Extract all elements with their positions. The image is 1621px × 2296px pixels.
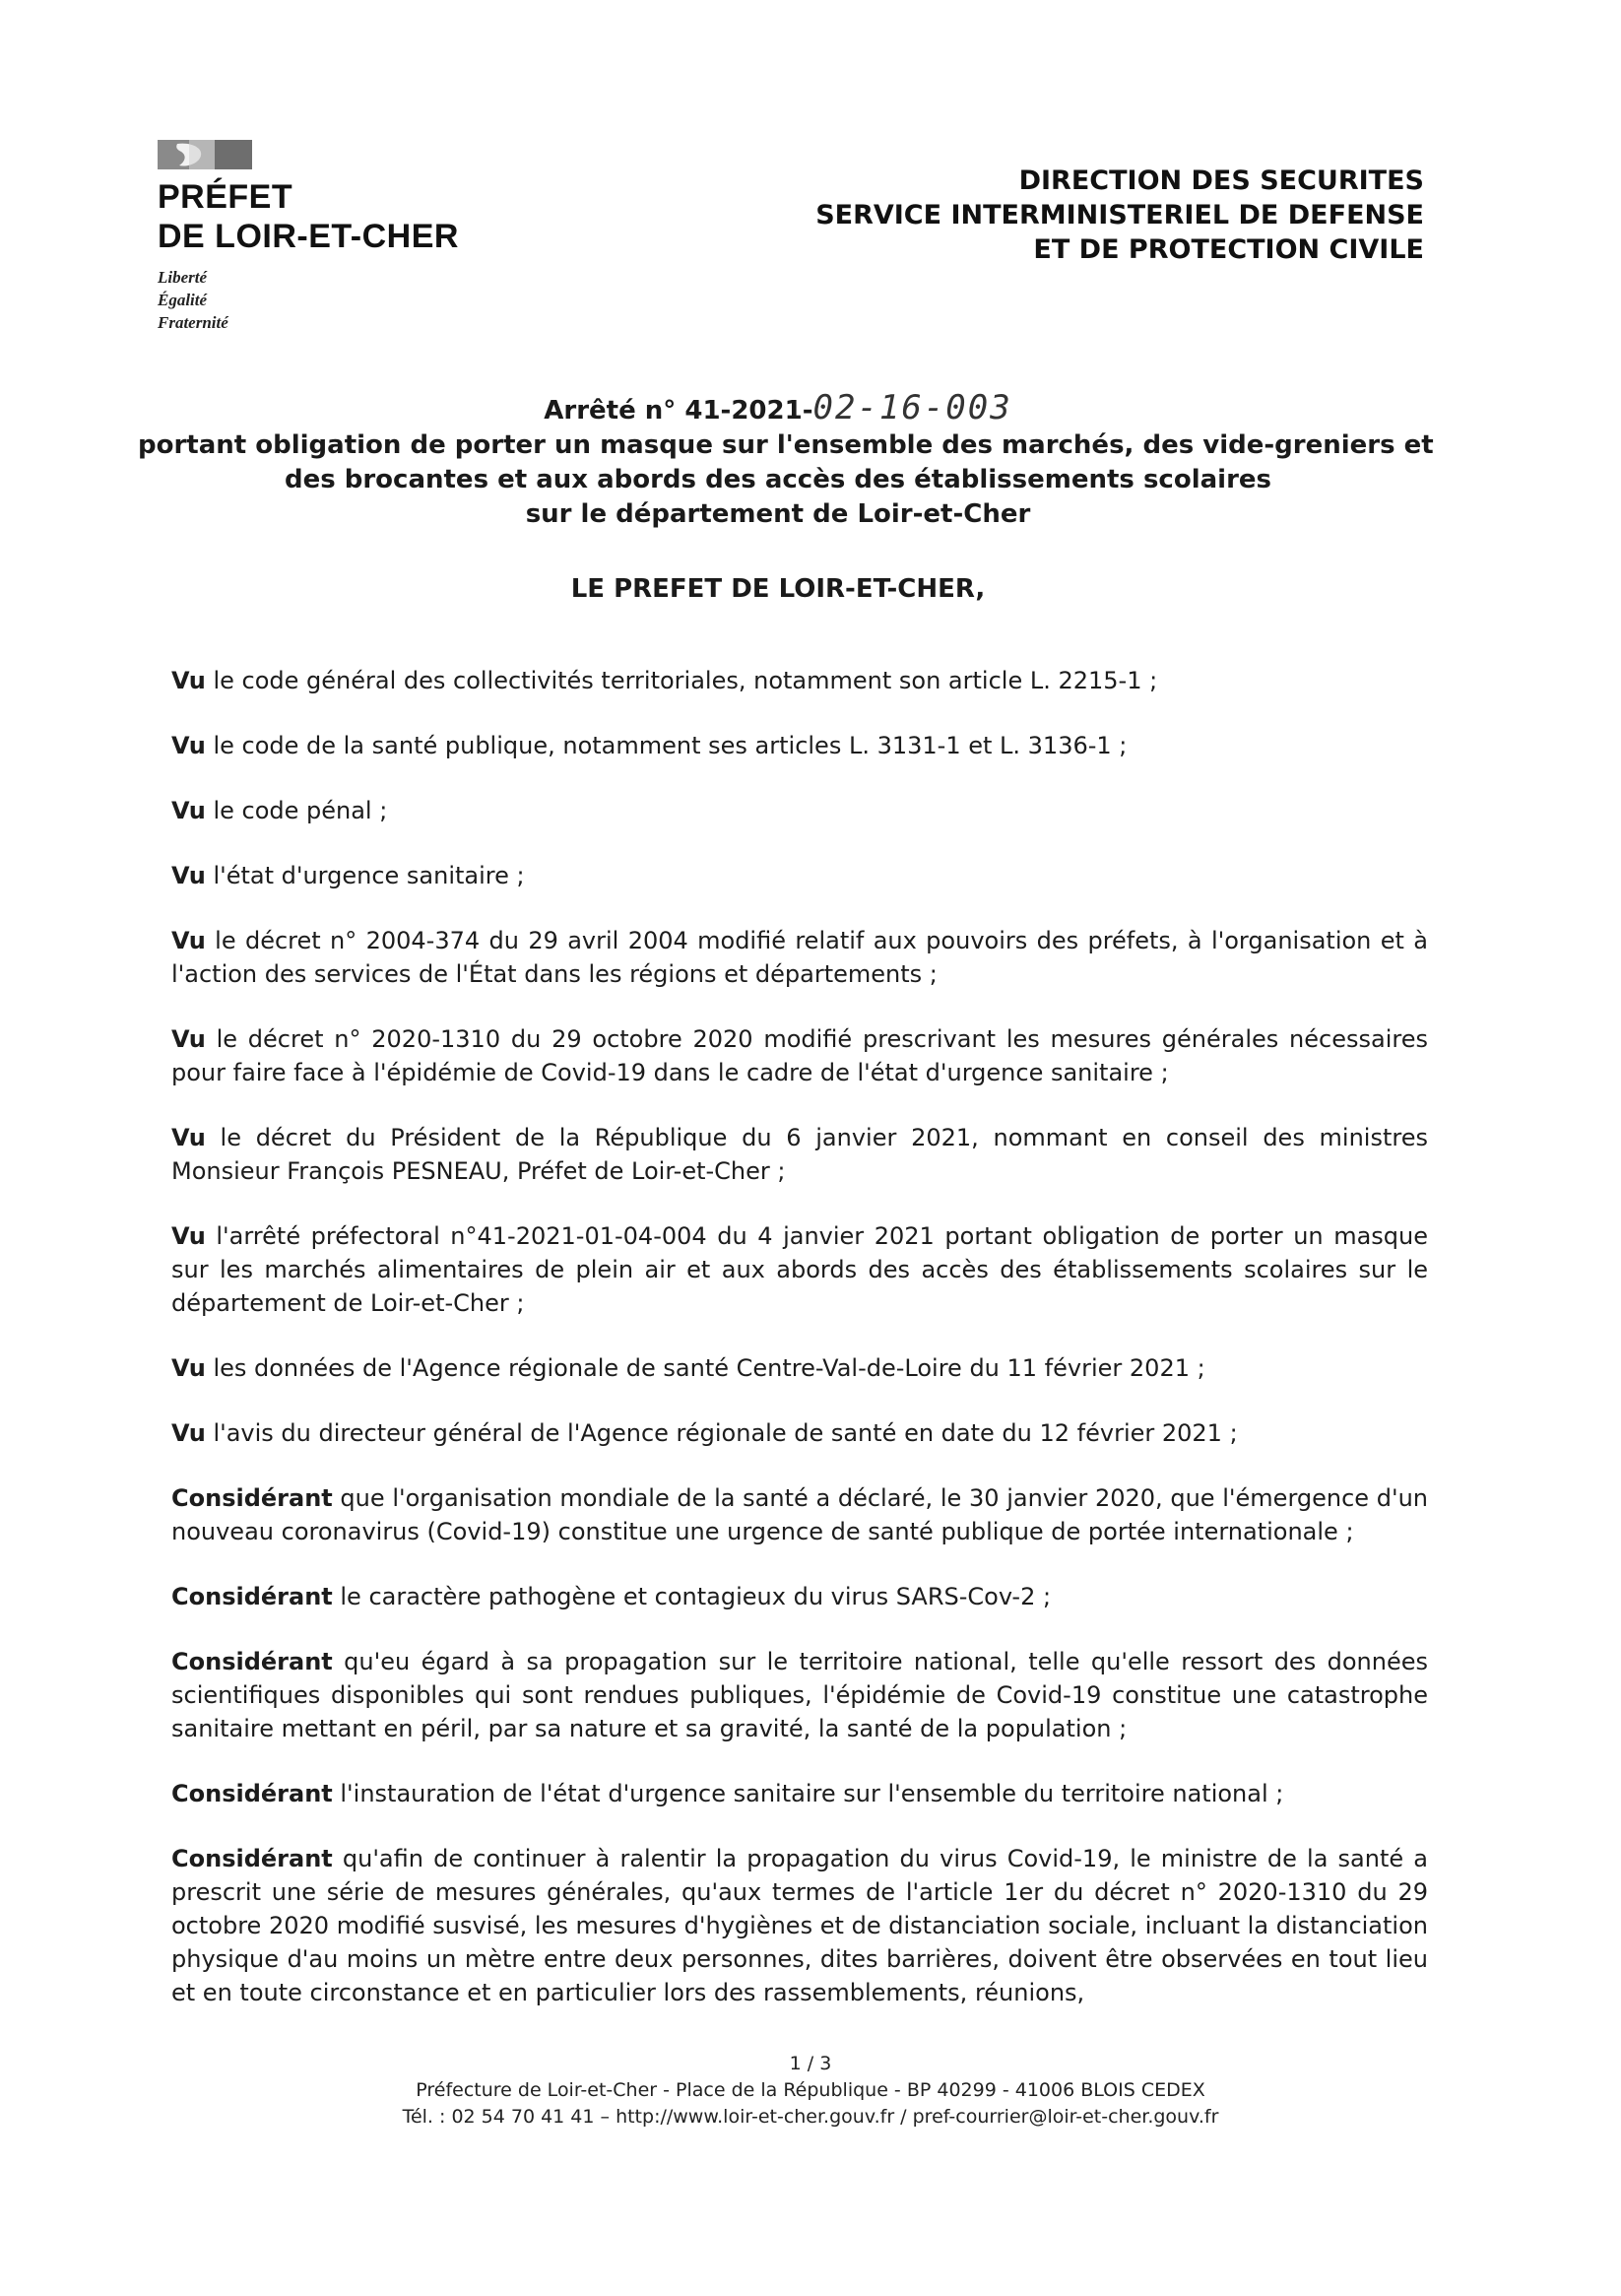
paragraph (171, 1219, 1428, 1320)
paragraph-text: l'avis du directeur général de l'Agence régionale de santé en date du 12 février 2021 ; (205, 1419, 1238, 1447)
direction-line: ET DE PROTECTION CIVILE (1033, 234, 1424, 265)
prefet-heading: LE PREFET DE LOIR-ET-CHER, (570, 574, 986, 604)
prefet-line: DE LOIR-ET-CHER (158, 218, 459, 255)
paragraph-text: les données de l'Agence régionale de santé Centre-Val-de-Loire du 11 février 2021 ; (205, 1354, 1205, 1382)
paragraph-text: le décret du Président de la République du 6 janvier 2021, nommant en conseil des ministres Monsieur François PESNEAU, Préfet de Loir-et-Cher ; (171, 1124, 1428, 1185)
subject-line: sur le département de Loir-et-Cher (525, 499, 1031, 529)
paragraph-keyword: Vu (171, 1025, 206, 1053)
arrete-title (138, 388, 1434, 532)
paragraph (171, 1416, 1428, 1450)
arrete-line (138, 390, 1418, 428)
paragraph-text: l'instauration de l'état d'urgence sanitaire sur l'ensemble du territoire national ; (332, 1780, 1284, 1807)
paragraph (171, 794, 1428, 827)
paragraph-keyword: Vu (171, 927, 206, 954)
devise-line: Liberté (158, 268, 208, 287)
page-number: 1 / 3 (789, 2053, 832, 2074)
paragraph-text: le décret n° 2004-374 du 29 avril 2004 modifié relatif aux pouvoirs des préfets, à l'organisation et à l'action des services de l'État dans les régions et départements ; (171, 927, 1428, 988)
footer-address: Préfecture de Loir-et-Cher - Place de la République - BP 40299 - 41006 BLOIS CEDEX (416, 2079, 1205, 2101)
devise (158, 266, 459, 334)
paragraph-keyword: Considérant (171, 1583, 333, 1610)
paragraph (171, 1777, 1428, 1810)
paragraph-keyword: Vu (171, 862, 206, 889)
paragraph-text: qu'eu égard à sa propagation sur le territoire national, telle qu'elle ressort des données scientifiques disponibles qui sont rendues publiques, l'épidémie de Covid-19 constitue une catastrophe sanitaire mettant en péril, par sa nature et sa gravité, la santé de la population ; (171, 1648, 1428, 1742)
paragraph-keyword: Considérant (171, 1484, 333, 1512)
paragraph (171, 924, 1428, 991)
direction-block (815, 164, 1424, 267)
paragraph-keyword: Considérant (171, 1780, 333, 1807)
subject-line: des brocantes et aux abords des accès des établissements scolaires (284, 465, 1272, 494)
paragraph-keyword: Considérant (171, 1845, 333, 1872)
paragraph (171, 664, 1428, 697)
paragraph-text: qu'afin de continuer à ralentir la propagation du virus Covid-19, le ministre de la santé a prescrit une série de mesures générales, qu'aux termes de l'article 1er du décret n° 2020-1310 du 29 octobre 2020 modifié susvisé, les mesures d'hygiènes et de distanciation sociale, incluant la distanciation physique d'au moins un mètre entre deux personnes, dites barrières, doivent être observées en tout lieu et en toute circonstance et en particulier lors des rassemblements, réunions, (171, 1845, 1428, 2006)
arrete-number-handwritten: 02-16-003 (812, 388, 1012, 427)
paragraph-keyword: Vu (171, 1354, 206, 1382)
paragraph-keyword: Vu (171, 1222, 206, 1250)
paragraph-text: le caractère pathogène et contagieux du virus SARS-Cov-2 ; (332, 1583, 1052, 1610)
paragraph-keyword: Vu (171, 1124, 206, 1151)
paragraph (171, 1580, 1428, 1613)
paragraph (171, 1645, 1428, 1745)
paragraph-keyword: Vu (171, 797, 206, 824)
document-body (171, 664, 1428, 2037)
paragraph-text: que l'organisation mondiale de la santé a déclaré, le 30 janvier 2020, que l'émergence d'un nouveau coronavirus (Covid-19) constitue une urgence de santé publique de portée internationale ; (171, 1484, 1428, 1545)
paragraph-text: l'état d'urgence sanitaire ; (205, 862, 525, 889)
paragraph-text: l'arrêté préfectoral n°41-2021-01-04-004 du 4 janvier 2021 portant obligation de porter un masque sur les marchés alimentaires de plein air et aux abords des accès des établissements scolaires sur le département de Loir-et-Cher ; (171, 1222, 1428, 1317)
paragraph-text: le code pénal ; (205, 797, 388, 824)
paragraph (171, 859, 1428, 892)
footer-contact: Tél. : 02 54 70 41 41 – http://www.loir-et-cher.gouv.fr / pref-courrier@loir-et-cher.gouv.fr (402, 2106, 1219, 2128)
page-footer (0, 2051, 1621, 2131)
paragraph-keyword: Considérant (171, 1648, 333, 1675)
subject-line: portant obligation de porter un masque sur l'ensemble des marchés, des vide-greniers et (138, 430, 1434, 460)
devise-line: Égalité (158, 291, 208, 309)
paragraph-text: le code de la santé publique, notamment ses articles L. 3131-1 et L. 3136-1 ; (205, 732, 1128, 759)
paragraph-keyword: Vu (171, 667, 206, 694)
prefet-line: PRÉFET (158, 178, 293, 216)
paragraph (171, 729, 1428, 762)
paragraph (171, 1481, 1428, 1548)
paragraph-keyword: Vu (171, 1419, 206, 1447)
marianne-logo-icon (158, 140, 252, 169)
paragraph (171, 1121, 1428, 1188)
paragraph-keyword: Vu (171, 732, 206, 759)
paragraph (171, 1842, 1428, 2009)
paragraph (171, 1022, 1428, 1089)
prefet-block (158, 177, 459, 334)
paragraph (171, 1351, 1428, 1385)
paragraph-text: le décret n° 2020-1310 du 29 octobre 2020 modifié prescrivant les mesures générales nécessaires pour faire face à l'épidémie de Covid-19 dans le cadre de l'état d'urgence sanitaire ; (171, 1025, 1428, 1086)
paragraph-text: le code général des collectivités territoriales, notamment son article L. 2215-1 ; (205, 667, 1158, 694)
direction-line: SERVICE INTERMINISTERIEL DE DEFENSE (815, 200, 1424, 230)
devise-line: Fraternité (158, 313, 228, 332)
arrete-prefix: Arrêté n° 41-2021- (544, 396, 813, 426)
direction-line: DIRECTION DES SECURITES (1018, 165, 1424, 196)
